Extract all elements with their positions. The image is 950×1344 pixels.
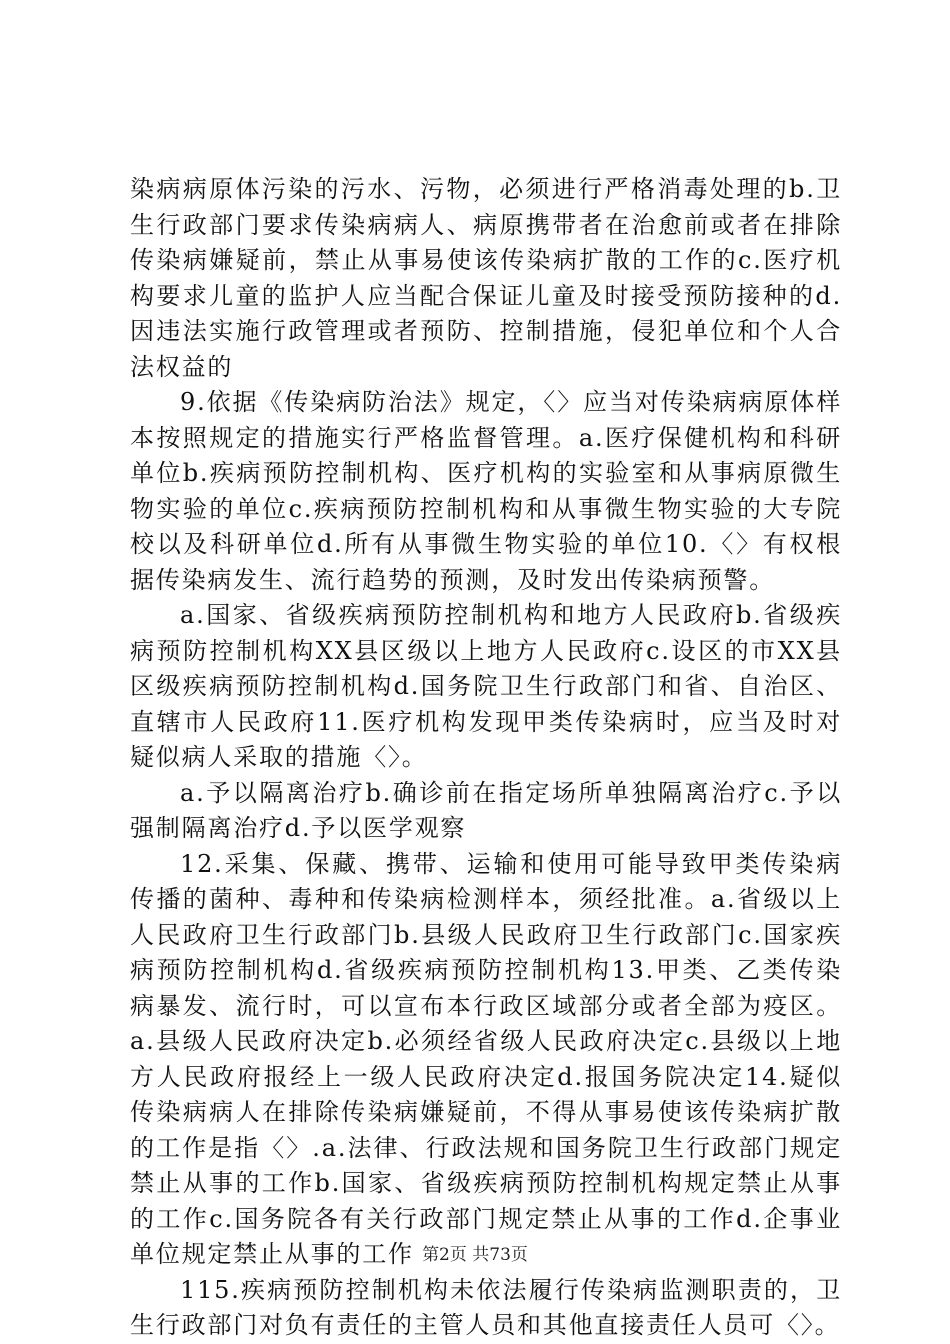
paragraph-question-9: 9.依据《传染病防治法》规定，〈〉应当对传染病病原体样本按照规定的措施实行严格监督管理。a.医疗保健机构和科研单位b.疾病预防控制机构、医疗机构的实验室和从事病原微生物实验的单位c.疾病预防控制机构和从事微生物实验的大专院校以及科研单位d.所有从事微生物实验的单位10.〈〉有权根据传染病发生、流行趋势的预测，及时发出传染病预警。 (130, 388, 842, 594)
paragraph-question-115: 115.疾病预防控制机构未依法履行传染病监测职责的，卫生行政部门对负有责任的主管人员和其他直接责任人员可〈〉。 (130, 1275, 842, 1339)
paragraph-continuation: 染病病原体污染的污水、污物，必须进行严格消毒处理的b.卫生行政部门要求传染病病人、病原携带者在治愈前或者在排除传染病嫌疑前，禁止从事易使该传染病扩散的工作的c.医疗机构要求儿童的监护人应当配合保证儿童及时接受预防接种的d.因违法实施行政管理或者预防、控制措施，侵犯单位和个人合法权益的 (130, 175, 842, 381)
document-body (130, 172, 842, 1344)
paragraph-options-11: a.予以隔离治疗b.确诊前在指定场所单独隔离治疗c.予以强制隔离治疗d.予以医学观察 (130, 778, 842, 842)
page-footer: 第2页 共73页 (422, 1245, 528, 1265)
paragraph-options-10: a.国家、省级疾病预防控制机构和地方人民政府b.省级疾病预防控制机构XX县区级以上地方人民政府c.设区的市XX县区级疾病预防控制机构d.国务院卫生行政部门和省、自治区、直辖市人民政府11.医疗机构发现甲类传染病时，应当及时对疑似病人采取的措施〈〉。 (130, 601, 842, 771)
paragraph-question-12: 12.采集、保藏、携带、运输和使用可能导致甲类传染病传播的菌种、毒种和传染病检测样本，须经批准。a.省级以上人民政府卫生行政部门b.县级人民政府卫生行政部门c.国家疾病预防控制机构d.省级疾病预防控制机构13.甲类、乙类传染病暴发、流行时，可以宣布本行政区域部分或者全部为疫区。a.县级人民政府决定b.必须经省级人民政府决定c.县级以上地方人民政府报经上一级人民政府决定d.报国务院决定14.疑似传染病病人在排除传染病嫌疑前，不得从事易使该传染病扩散的工作是指〈〉.a.法律、行政法规和国务院卫生行政部门规定禁止从事的工作b.国家、省级疾病预防控制机构规定禁止从事的工作c.国务院各有关行政部门规定禁止从事的工作d.企事业单位规定禁止从事的工作 (130, 849, 842, 1268)
